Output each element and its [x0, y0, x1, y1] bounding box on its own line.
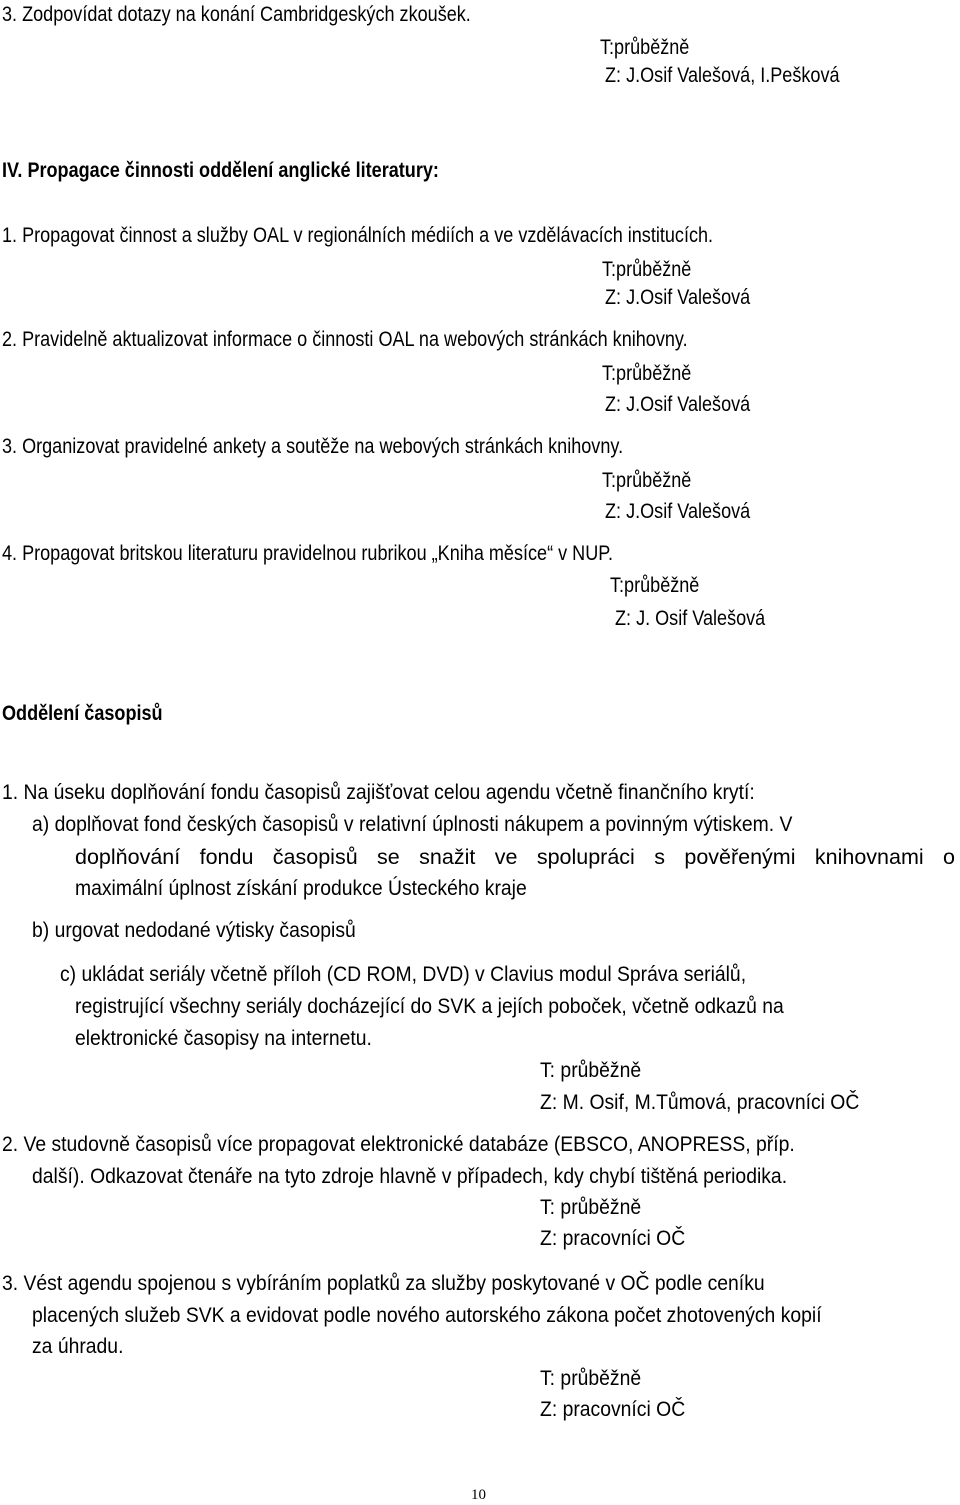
task-item-3: 3. Organizovat pravidelné ankety a soutěže na webových stránkách knihovny. — [2, 435, 624, 458]
task-item-4: 4. Propagovat britskou literaturu pravidelnou rubrikou „Kniha měsíce“ v NUP. — [2, 542, 614, 565]
task-item-3-line: za úhradu. — [32, 1334, 124, 1358]
subitem-a-line: a) doplňovat fond českých časopisů v relativní úplnosti nákupem a povinným výtiskem. V — [32, 812, 793, 836]
task-item-1-intro: 1. Na úseku doplňování fondu časopisů zajišťovat celou agendu včetně finančního krytí: — [2, 780, 755, 804]
responsible-label: Z: J.Osif Valešová — [605, 393, 751, 416]
term-label: T:průběžně — [600, 36, 690, 59]
responsible-label: Z: pracovníci OČ — [540, 1397, 686, 1421]
responsible-label: Z: J.Osif Valešová — [605, 500, 751, 523]
task-item-2-line: další). Odkazovat čtenáře na tyto zdroje hlavně v případech, kdy chybí tištěná periodika. — [32, 1164, 788, 1188]
responsible-label: Z: pracovníci OČ — [540, 1226, 686, 1250]
subitem-c-line: elektronické časopisy na internetu. — [75, 1026, 372, 1050]
section-heading-casopisy: Oddělení časopisů — [2, 702, 163, 725]
term-label: T:průběžně — [602, 362, 692, 385]
task-item-3-line: 3. Vést agendu spojenou s vybíráním poplatků za služby poskytované v OČ podle ceníku — [2, 1271, 765, 1295]
subitem-b: b) urgovat nedodané výtisky časopisů — [32, 918, 356, 942]
task-item-2: 2. Pravidelně aktualizovat informace o činnosti OAL na webových stránkách knihovny. — [2, 328, 688, 351]
section-heading-iv: IV. Propagace činnosti oddělení anglické literatury: — [2, 159, 439, 182]
task-item-2-line: 2. Ve studovně časopisů více propagovat elektronické databáze (EBSCO, ANOPRESS, příp. — [2, 1132, 795, 1156]
responsible-label: Z: J.Osif Valešová — [605, 286, 751, 309]
task-item-3-line: placených služeb SVK a evidovat podle nového autorského zákona počet zhotovených kopií — [32, 1303, 822, 1327]
subitem-a-line: doplňování fondu časopisů se snažit ve spolupráci s pověřenými knihovnami o — [75, 845, 955, 869]
subitem-a-line: maximální úplnost získání produkce Ústeckého kraje — [75, 876, 527, 900]
term-label: T:průběžně — [610, 574, 700, 597]
term-label: T: průběžně — [540, 1058, 642, 1082]
task-item-1: 1. Propagovat činnost a služby OAL v regionálních médiích a ve vzdělávacích institucích. — [2, 224, 714, 247]
task-item-3: 3. Zodpovídat dotazy na konání Cambridgeských zkoušek. — [2, 3, 471, 26]
responsible-label: Z: M. Osif, M.Tůmová, pracovníci OČ — [540, 1090, 860, 1114]
page-number: 10 — [471, 1487, 486, 1503]
term-label: T:průběžně — [602, 469, 692, 492]
subitem-c-line: c) ukládat seriály včetně příloh (CD ROM, DVD) v Clavius modul Správa seriálů, — [60, 962, 747, 986]
term-label: T: průběžně — [540, 1366, 642, 1390]
responsible-label: Z: J. Osif Valešová — [615, 607, 766, 630]
responsible-label: Z: J.Osif Valešová, I.Pešková — [605, 64, 840, 87]
subitem-c-line: registrující všechny seriály docházející do SVK a jejích poboček, včetně odkazů na — [75, 994, 784, 1018]
term-label: T: průběžně — [540, 1195, 642, 1219]
term-label: T:průběžně — [602, 258, 692, 281]
